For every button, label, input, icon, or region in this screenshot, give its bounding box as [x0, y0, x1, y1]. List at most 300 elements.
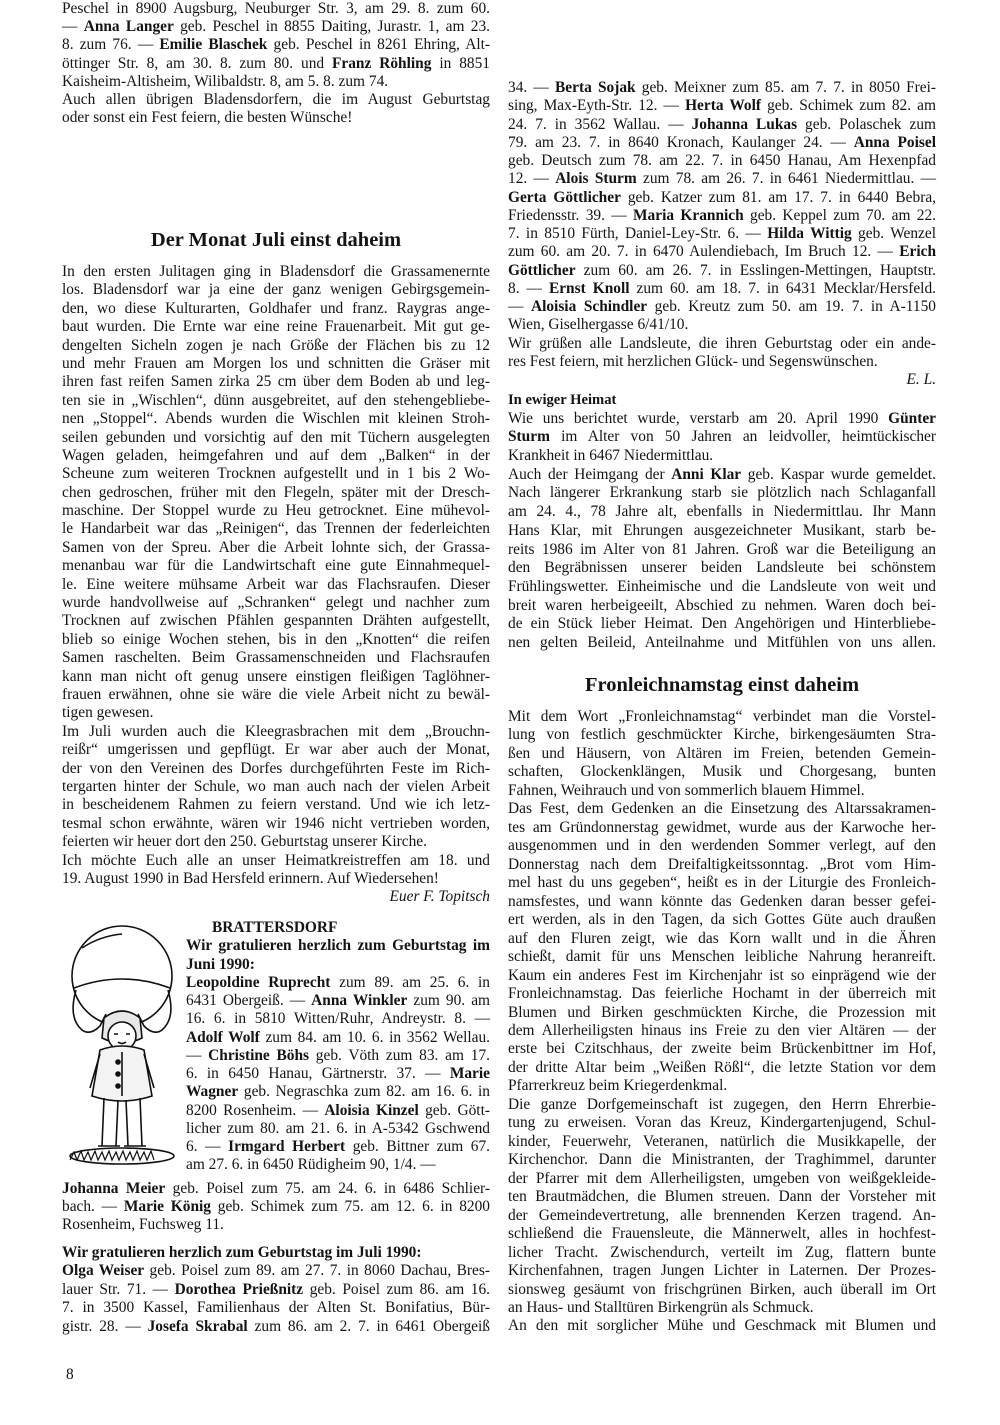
text-line: [62, 1281, 490, 1299]
text-line: [508, 800, 936, 818]
text-line: [186, 1047, 490, 1065]
person-name: Günter: [888, 409, 936, 427]
text-run: ten Brautmädchen, die Blumen streuen. Dann der Vorsteher mit: [508, 1188, 936, 1206]
text-line: [62, 109, 490, 127]
article-body-juli: [62, 263, 490, 907]
text-line: [62, 263, 490, 281]
text-run: zum 60. am 26. 7. in Esslingen-Mettingen, Hauptstr.: [575, 261, 936, 279]
text-line: [186, 974, 490, 992]
text-line: [508, 541, 936, 560]
text-run: Die ganze Dorfgemeinschaft ist zugegen, den Herrn Ehrerbie-: [508, 1095, 936, 1113]
text-line: [508, 559, 936, 578]
person-name: Wagner: [186, 1083, 239, 1101]
text-line: [62, 300, 490, 318]
text-line: [508, 522, 936, 541]
text-line: [62, 833, 490, 851]
text-run: Auch allen übrigen Bladensdorfern, die im August Geburtstag: [62, 90, 490, 108]
text-line: [62, 520, 490, 538]
text-run: geb. Vöth zum 83. am 17.: [309, 1046, 490, 1064]
text-line: [508, 615, 936, 634]
text-run: 34. —: [508, 79, 556, 96]
text-line: [508, 298, 936, 316]
text-run: Mit dem Wort „Fronleichnamstag“ verbindet man die Vorstel-: [508, 708, 936, 725]
person-name: Maria Krannich: [633, 206, 744, 224]
person-name: Aloisia Schindler: [530, 298, 648, 315]
text-run: chen gedroschen, früher mit den Flegeln, später mit der Dresch-: [62, 483, 490, 501]
july-birthday-list: [62, 1262, 490, 1336]
text-line: [508, 335, 936, 353]
text-run: geb. Bittner zum 67.: [345, 1138, 490, 1155]
text-run: —: [186, 1046, 209, 1064]
text-run: Pfarrerkreuz beim Kriegerdenkmal.: [508, 1077, 728, 1095]
text-run: Nach längerer Erkrankung starb sie plötzlich nach Schlaganfall: [508, 484, 936, 502]
text-run: In den ersten Julitagen ging in Bladensdorf die Grassamenernte: [62, 263, 490, 280]
text-run: schließend die Frauensleute, die Männerwelt, alles in hochfest-: [508, 1225, 936, 1243]
text-run: geb. Poisel zum 75. am 24. 6. in 6486 Schlier-: [165, 1180, 490, 1197]
text-line: [62, 429, 490, 447]
text-run: zum 89. am 25. 6. in: [330, 973, 490, 991]
person-name: Juni 1990:: [186, 955, 255, 973]
text-line: [508, 1096, 936, 1114]
text-run: Trocknen auf zwischen Pfählen gespannten Drähten aufgestellt,: [62, 612, 490, 630]
person-name: Johanna Meier: [62, 1180, 166, 1197]
text-run: feierten wir heuer dort den 250. Geburtstag unserer Kirche.: [62, 833, 427, 851]
person-name: Marie König: [123, 1198, 211, 1216]
text-run: tergarten hinter der Schule, wo man auch nach der vielen Arbeit: [62, 777, 490, 795]
text-run: 8. —: [508, 279, 549, 297]
text-run: blieb so einige Wochen stehen, bis in den „Knotten“ die reifen: [62, 630, 490, 648]
text-line: [508, 280, 936, 298]
text-run: —: [62, 18, 84, 36]
text-run: zum 60. am 20. 7. in 6470 Aulendiebach, Im Bruch 12. —: [508, 243, 900, 261]
atlas-figure-illustration: [60, 918, 184, 1176]
person-name: Alois Sturm: [555, 170, 637, 188]
text-run: zum 60. am 18. 7. in 6431 Mecklar/Hersfeld.: [629, 279, 936, 297]
article-title-juli: Der Monat Juli einst daheim: [150, 229, 402, 251]
text-line: [186, 956, 490, 974]
text-line: [508, 97, 936, 115]
text-line: [508, 1262, 936, 1280]
text-run: 6. —: [186, 1138, 229, 1155]
text-line: [508, 1040, 936, 1058]
text-run: Hans Klar, mit Ehrungen ausgezeichneter Musikant, starb be-: [508, 521, 936, 539]
text-run: dengelten Sicheln zogen je nach Größe der Flächen bis zu 12: [62, 336, 490, 354]
text-run: namsfestes, und wann könnte das Gedenken daran besser gefei-: [508, 892, 936, 910]
text-run: Das Fest, dem Gedenken an die Einsetzung des Altarssakramen-: [508, 800, 936, 818]
text-line: [508, 578, 936, 597]
text-run: ihren fast reifen Samen zirka 25 cm über dem Boden ab und leg-: [62, 373, 490, 391]
text-run: geb. Poisel zum 86. am 16.: [303, 1280, 490, 1298]
text-run: erste bei Czitschhaus, der zweite beim Brückenbittner im Hof,: [508, 1040, 936, 1058]
text-run: Kaum ein anderes Fest im Kirchenjahr ist so einprägend wie der: [508, 966, 936, 984]
text-line: [508, 1207, 936, 1225]
person-name: Erich: [899, 243, 936, 261]
text-line: [508, 1281, 936, 1299]
person-name: Anna Langer: [83, 18, 174, 36]
text-run: 79. am 23. 7. in 8640 Kronach, Kaulanger 24. —: [508, 133, 854, 151]
text-run: in 8851: [431, 54, 491, 72]
text-run: geb. Deutsch zum 78. am 22. 7. in 6450 Hanau, Am Hexenpfad: [508, 152, 936, 169]
text-line: [508, 763, 936, 781]
text-run: sing, Max-Eyth-Str. 12. —: [508, 97, 686, 115]
text-run: der Pfarrer mit dem Allerheiligsten, umgeben von weißgekleide-: [508, 1169, 936, 1187]
text-line: [62, 1216, 490, 1234]
text-run: res Fest feiern, mit herzlichen Glück- und Segenswünschen.: [508, 352, 878, 370]
text-run: Ich möchte Euch alle an unser Heimatkreistreffen am 18. und: [62, 851, 490, 869]
text-run: schaften, Glockenklängen, Musik und Chorgesang, bunten: [508, 763, 936, 781]
text-run: los. Bladensdorf war ja eine der ganz wenigen Gebirgsgemein-: [62, 281, 490, 299]
text-line: [508, 353, 936, 371]
text-line: [62, 704, 490, 722]
text-run: geb. Kaspar wurde gemeldet.: [741, 465, 936, 483]
text-run: den, wo diese Kulturarten, Goldhafer und franz. Raygras ange-: [62, 299, 490, 317]
text-run: menanbau war für die Landwirtschaft eine gute Einnahmequel-: [62, 557, 490, 575]
obituary-title: In ewiger Heimat: [508, 392, 617, 408]
text-run: geb. Meixner zum 85. am 7. 7. in 8050 Frei-: [635, 79, 936, 96]
text-run: de ein Stück lieber Heimat. Den Angehörigen und Hinterbliebe-: [508, 615, 936, 633]
text-run: Scheune zum weiteren Trocknen aufgestellt und in 1 bis 2 Wo-: [62, 465, 490, 483]
text-line: [508, 782, 936, 800]
text-run: schießt, damit für uns Menschen leibliche Nahrung heranreift.: [508, 948, 936, 966]
birthday-list: [508, 79, 936, 371]
june-birthday-list: [186, 937, 490, 1174]
text-line: [508, 1188, 936, 1206]
person-name: Gerta Göttlicher: [508, 188, 621, 206]
text-line: [62, 741, 490, 759]
person-name: Göttlicher: [508, 261, 576, 279]
text-line: [508, 726, 936, 744]
text-run: 19. August 1990 in Bad Hersfeld erinnern. Auf Wiedersehen!: [62, 869, 439, 887]
text-run: Krankheit in 6467 Niedermittlau.: [508, 447, 714, 465]
text-line: [508, 1151, 936, 1169]
text-line: [508, 967, 936, 985]
text-line: [508, 1299, 936, 1317]
text-line: [508, 985, 936, 1003]
obituary-section: [508, 391, 936, 653]
text-run: im Alter von 50 Jahren an leidvoller, heimtückischer: [549, 428, 936, 446]
text-run: geb. Gött-: [418, 1101, 490, 1119]
text-line: [62, 373, 490, 391]
text-line: [508, 1004, 936, 1022]
text-line: [62, 815, 490, 833]
text-run: Auch der Heimgang der: [508, 465, 672, 483]
text-line: [62, 73, 490, 91]
text-run: Wie uns berichtet wurde, verstarb am 20. April 1990: [508, 409, 889, 427]
text-line: [186, 937, 490, 955]
text-line: [62, 318, 490, 336]
text-run: licher zum 80. am 21. 6. in A-5342 Gschwend: [186, 1119, 490, 1137]
text-run: le Handarbeit war das „Reinigen“, das Trennen der federleichten: [62, 520, 490, 538]
text-run: nen gelten Beileid, Anteilnahme und Mitfühlen von uns allen.: [508, 633, 936, 651]
text-run: geb. Negraschka zum 82. am 16. 6. in: [238, 1083, 490, 1101]
text-run: geb. Katzer zum 81. am 17. 7. in 6440 Bebra,: [620, 188, 936, 206]
text-line: [62, 484, 490, 502]
text-run: Kaisheim-Altisheim, Wilibaldstr. 8, am 5. 8. zum 74.: [62, 72, 389, 90]
text-run: gistr. 28. —: [62, 1317, 148, 1335]
text-run: Wir grüßen alle Landsleute, die ihren Geburtstag oder ein ande-: [508, 334, 936, 352]
text-line: [508, 930, 936, 948]
text-run: der dritte Altar beim „Weißen Rößl“, die letzte Station vor dem: [508, 1058, 936, 1076]
text-run: geb. Peschel in 8855 Daiting, Jurastr. 1, am 23.: [173, 18, 490, 36]
text-run: ausgenommen und in den werdenden Sommer verlegt, auf den: [508, 837, 936, 855]
text-run: geb. Peschel in 8261 Ehring, Alt-: [267, 36, 491, 54]
text-run: Samen von der Spreu. Aber die Arbeit lohnte sich, der Grassa-: [62, 538, 490, 556]
text-run: Blumen und Birken geschmückten Kirche, die Prozession mit: [508, 1003, 936, 1021]
text-line: [508, 189, 936, 207]
text-run: am 27. 6. in 6450 Rüdigheim 90, 1/4. —: [186, 1156, 436, 1174]
text-line: [508, 447, 936, 466]
text-run: geb. Polaschek zum: [797, 115, 936, 133]
text-run: 7. in 8510 Fürth, Daniel-Ley-Str. 6. —: [508, 225, 768, 242]
text-line: [62, 631, 490, 649]
person-name: Johanna Lukas: [691, 115, 798, 133]
text-run: reißr“ umgerissen und gepflügt. Er war aber auch der Monat,: [62, 741, 490, 759]
text-run: tigen gewesen.: [62, 704, 154, 722]
person-name: Emilie Blaschek: [159, 36, 268, 54]
text-run: seilen gebunden und vorsichtig auf den mit Tüchern ausgelegten: [62, 428, 490, 446]
text-line: [62, 594, 490, 612]
text-run: 7. in 3500 Kassel, Familienhaus der Alten St. Bonifatius, Bür-: [62, 1299, 490, 1317]
text-line: [62, 760, 490, 778]
text-line: [62, 337, 490, 355]
person-name: Sturm: [508, 428, 550, 446]
text-run: kinder, Feuerwehr, Veteranen, natürlich die Musikkapelle, der: [508, 1132, 936, 1150]
brattersdorf-june-birthdays: [186, 919, 490, 1175]
text-line: [186, 1156, 490, 1174]
text-run: lauer Str. 71. —: [62, 1280, 175, 1298]
text-run: den Begräbnissen unserer beiden Landsleute bei schönstem: [508, 559, 936, 577]
signature: Euer F. Topitsch: [389, 888, 490, 906]
text-line: [62, 686, 490, 704]
text-line: [62, 502, 490, 520]
person-name: Olga Weiser: [62, 1262, 145, 1280]
text-line: [62, 1180, 490, 1198]
person-name: Josefa Skrabal: [147, 1317, 248, 1335]
person-name: Christine Böhs: [208, 1046, 310, 1064]
text-run: 12. —: [508, 170, 556, 188]
text-run: Rosenheim, Fuchsweg 11.: [62, 1216, 224, 1234]
text-run: an Haus- und Stalltüren Birkengrün als Schmuck.: [508, 1299, 814, 1316]
text-run: Im Juli wurden auch die Kleegrasbrachen mit dem „Brouchn-: [62, 722, 490, 740]
person-name: Franz Röhling: [332, 54, 432, 72]
text-run: kann man nicht oft genug unsere einstigen fleißigen Taglöhner-: [62, 667, 490, 685]
text-run: mel hast du uns gegeben“, heißt es in der Liturgie des Fronleich-: [508, 874, 936, 892]
text-run: dem Allerheiligsten hinaus ins Freie zu den vier Altären — der: [508, 1021, 936, 1039]
person-name: Dorothea Prießnitz: [174, 1280, 304, 1298]
text-line: [508, 1225, 936, 1243]
text-line: [62, 1318, 490, 1336]
text-line: [508, 428, 936, 447]
article-paragraphs: [62, 263, 490, 888]
text-run: geb. Schimek zum 75. am 12. 6. in 8200: [210, 1198, 490, 1216]
text-line: [62, 576, 490, 594]
atlas-statue-icon: [60, 918, 184, 1176]
text-line: [508, 79, 936, 97]
article-title-fronleichnam: Fronleichnamstag einst daheim: [584, 674, 860, 696]
text-run: ten sie in „Wischlen“, dünn ausgebreitet, auf den stehengebliebe-: [62, 391, 490, 409]
person-name: Leopoldine Ruprecht: [186, 973, 331, 991]
person-name: Anna Poisel: [853, 133, 936, 151]
text-run: geb. Kreutz zum 50. am 19. 7. in A-1150: [647, 298, 936, 315]
obituary-text: [508, 410, 936, 653]
text-line: [62, 18, 490, 36]
text-line: [62, 447, 490, 465]
text-run: breit waren herbeigeeilt, Abschied zu nehmen. Waren doch bei-: [508, 596, 936, 614]
text-line: [62, 355, 490, 373]
text-run: Friedensstr. 39. —: [508, 206, 634, 224]
text-run: An den mit sorglicher Mühe und Geschmack mit Blumen und: [508, 1317, 936, 1335]
text-line: [508, 1059, 936, 1077]
text-line: [186, 1138, 490, 1156]
text-line: [62, 557, 490, 575]
text-line: [508, 152, 936, 170]
text-line: [508, 1133, 936, 1151]
july-birthdays-continued: [508, 79, 936, 389]
text-line: [508, 134, 936, 152]
text-line: [508, 874, 936, 892]
page-number: 8: [66, 1366, 74, 1383]
text-line: [508, 819, 936, 837]
text-run: zum 84. am 10. 6. in 3562 Wellau.: [259, 1028, 490, 1046]
text-line: [508, 597, 936, 616]
text-line: [508, 948, 936, 966]
text-run: 6431 Obergeiß. —: [186, 992, 312, 1009]
text-run: Kirchenfahnen, tragen Jungen Lichter in Laternen. Der Prozes-: [508, 1262, 936, 1280]
text-run: Wien, Giselhergasse 6/41/10.: [508, 316, 689, 334]
person-name: Anni Klar: [671, 465, 742, 483]
text-run: 8. zum 76. —: [62, 36, 160, 54]
text-line: [508, 1170, 936, 1188]
section-title-brattersdorf: BRATTERSDORF: [212, 919, 338, 936]
text-run: zum 90. am: [407, 992, 490, 1009]
text-line: [508, 410, 936, 429]
text-run: zum 78. am 26. 7. in 6461 Niedermittlau. —: [636, 170, 936, 188]
text-run: zum 86. am 2. 7. in 6461 Obergeiß: [247, 1317, 490, 1335]
person-name: Irmgard Herbert: [228, 1138, 346, 1155]
text-run: und mehr Frauen am Morgen los und schnitten die Gräser mit: [62, 354, 490, 372]
text-line: [508, 1022, 936, 1040]
text-line: [62, 870, 490, 888]
text-run: am 24. 4., 78 Jahre alt, ebenfalls in Niedermittlau. Ihr Mann: [508, 503, 936, 521]
text-line: [62, 539, 490, 557]
text-line: [508, 503, 936, 522]
text-run: 6. in 6450 Hanau, Gärtnerstr. 37. —: [186, 1065, 450, 1082]
person-name: Anna Winkler: [311, 992, 408, 1009]
text-line: [508, 1244, 936, 1262]
text-line: [62, 612, 490, 630]
text-run: Fronleichnamstag. Das feierliche Hochamt in der überreich mit: [508, 985, 936, 1003]
text-run: frauen erwähnen, ohne sie wäre die viele Arbeit nicht zu bewäl-: [62, 685, 490, 703]
text-run: maschine. Der Stoppel wurde zu Heu getrocknet. Eine mühevol-: [62, 502, 490, 520]
text-line: [62, 796, 490, 814]
person-name: Berta Sojak: [555, 79, 636, 96]
text-line: [62, 281, 490, 299]
text-line: [186, 992, 490, 1010]
text-line: [508, 1077, 936, 1095]
text-line: [508, 116, 936, 134]
text-run: le. Eine weitere mühsame Arbeit war das Flachsraufen. Dieser: [62, 575, 490, 593]
text-line: [508, 316, 936, 334]
text-line: [508, 243, 936, 261]
text-line: [62, 392, 490, 410]
person-name: Marie: [449, 1065, 490, 1082]
person-name: Herta Wolf: [685, 97, 761, 115]
text-run: licher Tracht. Zwischendurch, verteilt im Zug, flattern bunte: [508, 1243, 936, 1261]
text-run: tes am Gründonnerstag gewidmet, wurde aus der Karwoche her-: [508, 818, 936, 836]
text-line: [62, 1262, 490, 1280]
person-name: Aloisia Kinzel: [324, 1101, 419, 1119]
text-run: ßen und Häusern, von Altären im Freien, betenden Gemein-: [508, 744, 936, 762]
text-run: geb. Poisel zum 89. am 27. 7. in 8060 Dachau, Bres-: [144, 1262, 490, 1280]
text-line: [186, 1065, 490, 1083]
birthday-list-continuation: [62, 0, 490, 127]
text-line: [508, 708, 936, 726]
text-line: [186, 1010, 490, 1028]
text-line: [62, 0, 490, 18]
article-body-fronleichnam: [508, 708, 936, 1336]
june-birthday-list-continued: [62, 1180, 490, 1235]
text-line: [62, 410, 490, 428]
text-line: [62, 668, 490, 686]
text-run: Fahnen, Weihrauch und von sommerlich blauem Himmel.: [508, 781, 865, 799]
july-birthdays-title: Wir gratulieren herzlich zum Geburtstag im Juli 1990:: [62, 1244, 422, 1261]
signature-initials: E. L.: [906, 371, 936, 388]
text-line: [508, 1317, 936, 1335]
text-line: [508, 1114, 936, 1132]
text-line: [508, 837, 936, 855]
text-run: —: [508, 298, 531, 315]
text-line: [508, 225, 936, 243]
text-run: sionsweg gesäumt von frischgrünen Birken, auch überall im Ort: [508, 1280, 936, 1298]
text-run: wurde handvollweise auf „Schranken“ gelegt und nachher zum: [62, 594, 490, 612]
text-run: Peschel in 8900 Augsburg, Neuburger Str. 3, am 29. 8. zum 60.: [62, 0, 490, 17]
text-run: tung zu erweisen. Voran das Kreuz, Kindergartenjugend, Schul-: [508, 1114, 936, 1132]
text-line: [62, 649, 490, 667]
person-name: Ernst Knoll: [548, 279, 630, 297]
text-run: oder sonst ein Fest feiern, die besten Wünsche!: [62, 109, 353, 127]
text-line: [62, 778, 490, 796]
text-run: Samen raschelten. Beim Grassamenschneiden und Flachsraufen: [62, 649, 490, 667]
person-name: Adolf Wolf: [186, 1028, 260, 1046]
text-line: [508, 893, 936, 911]
text-run: ert werden, als in den Tagen, da sich Gottes Güte auch draußen: [508, 911, 936, 929]
text-line: [186, 1029, 490, 1047]
text-line: [508, 170, 936, 188]
text-line: [508, 745, 936, 763]
text-run: Wagen geladen, heimgefahren und auf dem „Balken“ in der: [62, 446, 490, 464]
text-line: [508, 207, 936, 225]
text-run: Donnerstag nach dem Dreifaltigkeitssonntag. „Brot vom Him-: [508, 855, 936, 873]
text-run: tesmal schon erwähnte, wären wir 1946 nicht vertrieben worden,: [62, 814, 490, 832]
text-run: Frühlingswetter. Einheimische und die Landsleute von weit und: [508, 577, 936, 595]
text-run: Kirchenchor. Dann die Ministranten, der Traghimmel, darunter: [508, 1151, 936, 1169]
text-line: [62, 1299, 490, 1317]
text-line: [186, 1102, 490, 1120]
july-birthdays: [62, 1244, 490, 1336]
text-run: 16. 6. in 5810 Witten/Ruhr, Andreystr. 8. —: [186, 1010, 490, 1028]
text-line: [62, 1198, 490, 1216]
text-run: in bescheidenem Rahmen zu feiern verstand. Und wie ich letz-: [62, 796, 490, 814]
text-line: [62, 36, 490, 54]
text-run: nen „Stoppel“. Abends wurden die Wischlen mit kleinen Stroh-: [62, 410, 490, 428]
person-name: Hilda Wittig: [767, 225, 852, 242]
text-run: 8200 Rosenheim. —: [186, 1101, 325, 1119]
text-run: 24. 7. in 3562 Wallau. —: [508, 115, 692, 133]
text-run: öttinger Str. 8, am 30. 8. zum 80. und: [62, 54, 332, 72]
text-line: [186, 1083, 490, 1101]
text-run: der von den Vereinen des Dorfes durchgeführten Feste im Rich-: [62, 759, 490, 777]
text-line: [508, 466, 936, 485]
